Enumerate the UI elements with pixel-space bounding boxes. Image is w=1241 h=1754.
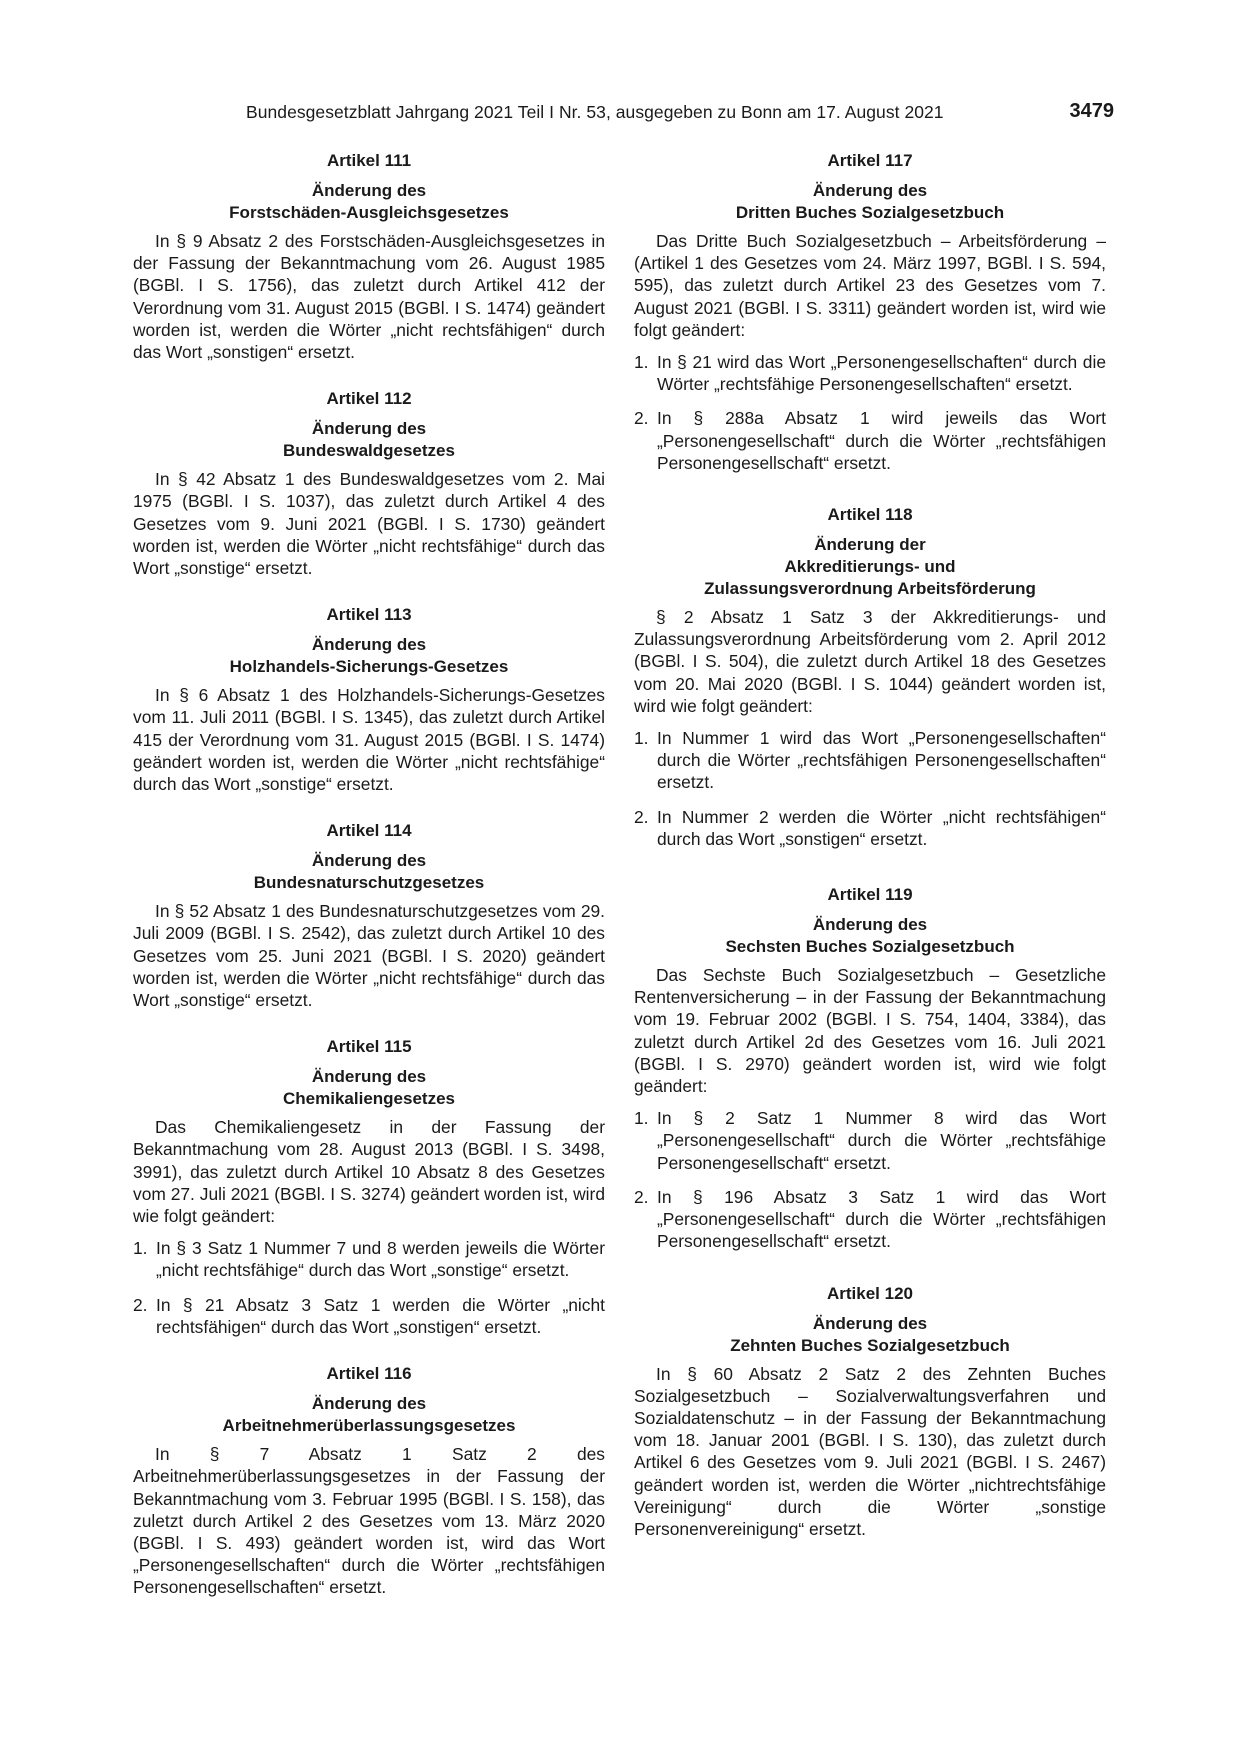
article-text: In § 42 Absatz 1 des Bundeswaldgesetzes vom 2. Mai 1975 (BGBl. I S. 1037), das zuletzt durch Artikel 4 des Gesetzes vom 9. Juni 2021 (BGBl. I S. 1730) geändert worden ist, werden die Wörter „nicht rechtsfähige“ durch das Wort „sonstige“ ersetzt. [133, 469, 605, 579]
article-title: Artikel 113 [326, 605, 412, 625]
heading-line: Bundeswaldgesetzes [283, 441, 455, 461]
article-117 [634, 150, 1106, 474]
heading-line: Akkreditierungs- und [784, 557, 956, 577]
heading-line: Holzhandels-Sicherungs-Gesetzes [229, 657, 509, 677]
item-text: In § 21 wird das Wort „Personengesellschaften“ durch die Wörter „rechtsfähige Personengesellschaften“ ersetzt. [657, 352, 1106, 395]
heading-line: Arbeitnehmerüberlassungsgesetzes [222, 1416, 516, 1436]
article-text: In § 52 Absatz 1 des Bundesnaturschutzgesetzes vom 29. Juli 2009 (BGBl. I S. 2542), das zuletzt durch Artikel 10 des Gesetzes vom 25. Juni 2021 (BGBl. I S. 2020) geändert worden ist, werden die Wörter „nicht rechtsfähige“ durch das Wort „sonstige“ ersetzt. [133, 901, 605, 1011]
item-text: In § 196 Absatz 3 Satz 1 wird das Wort „Personengesellschaft“ durch die Wörter „rechtsfähigen Personengesellschaft“ ersetzt. [657, 1186, 1106, 1252]
heading-line: Änderung des [311, 1394, 427, 1414]
article-heading [133, 850, 605, 894]
article-title: Artikel 117 [827, 151, 913, 170]
item-number: 1. [133, 1238, 148, 1259]
article-title: Artikel 120 [827, 1283, 913, 1303]
item-number: 2. [634, 1186, 649, 1207]
heading-line: Zehnten Buches Sozialgesetzbuch [730, 1335, 1010, 1355]
heading-line: Änderung des [311, 635, 427, 655]
heading-line: Änderung des [812, 181, 928, 200]
article-119 [634, 884, 1106, 1252]
amendment-list [634, 1107, 1106, 1252]
article-title: Artikel 116 [326, 1364, 412, 1384]
amendment-list [133, 1237, 605, 1338]
article-title: Artikel 111 [326, 151, 412, 170]
article-text: Das Chemikaliengesetz in der Fassung der Bekanntmachung vom 28. August 2013 (BGBl. I S. 3498, 3991), das zuletzt durch Artikel 10 Absatz 8 des Gesetzes vom 27. Juli 2021 (BGBl. I S. 3274) geändert worden ist, wird wie folgt geändert: [133, 1117, 605, 1227]
article-heading [634, 180, 1106, 224]
article-heading [634, 914, 1106, 958]
heading-line: Änderung des [812, 915, 928, 935]
article-title: Artikel 119 [827, 885, 913, 905]
item-text: In § 21 Absatz 3 Satz 1 werden die Wörter „nicht rechtsfähigen“ durch das Wort „sonstigen“ ersetzt. [156, 1294, 605, 1337]
heading-line: Änderung des [311, 419, 427, 439]
article-text: In § 60 Absatz 2 Satz 2 des Zehnten Buches Sozialgesetzbuch – Sozialverwaltungsverfahren und Sozialdatenschutz – in der Fassung der Bekanntmachung vom 18. Januar 2001 (BGBl. I S. 130), das zuletzt durch Artikel 6 des Gesetzes vom 9. Juli 2021 (BGBl. I S. 2467) geändert worden ist, werden die Wörter „nichtrechtsfähige Vereinigung“ durch die Wörter „sonstige Personenvereinigung“ ersetzt. [634, 1363, 1106, 1539]
article-112 [133, 388, 605, 579]
item-text: In Nummer 2 werden die Wörter „nicht rechtsfähigen“ durch das Wort „sonstigen“ ersetzt. [657, 806, 1106, 849]
heading-line: Änderung der [814, 535, 926, 555]
heading-line: Sechsten Buches Sozialgesetzbuch [725, 937, 1015, 957]
item-text: In § 2 Satz 1 Nummer 8 wird das Wort „Personengesellschaft“ durch die Wörter „rechtsfähige Personengesellschaft“ ersetzt. [657, 1108, 1106, 1173]
article-116 [133, 1363, 605, 1598]
page-number: 3479 [1069, 100, 1114, 122]
list-item [634, 727, 1106, 794]
article-title: Artikel 114 [326, 821, 412, 841]
item-number: 2. [634, 806, 649, 827]
article-text: Das Dritte Buch Sozialgesetzbuch – Arbeitsförderung – (Artikel 1 des Gesetzes vom 24. März 1997, BGBl. I S. 594, 595), das zuletzt durch Artikel 23 des Gesetzes vom 7. August 2021 (BGBl. I S. 3311) geändert worden ist, wird wie folgt geändert: [634, 231, 1106, 340]
article-113 [133, 604, 605, 795]
article-heading [133, 634, 605, 678]
list-item [634, 351, 1106, 395]
article-text: In § 9 Absatz 2 des Forstschäden-Ausgleichsgesetzes in der Fassung der Bekanntmachung vom 26. August 1985 (BGBl. I S. 1756), das zuletzt durch Artikel 412 der Verordnung vom 31. August 2015 (BGBl. I S. 1474) geändert worden ist, werden die Wörter „nicht rechtsfähigen“ durch das Wort „sonstigen“ ersetzt. [133, 231, 605, 363]
heading-line: Bundesnaturschutzgesetzes [253, 873, 485, 893]
item-text: In Nummer 1 wird das Wort „Personengesellschaften“ durch die Wörter „rechtsfähigen Personengesellschaften“ ersetzt. [657, 728, 1106, 793]
list-item [634, 1107, 1106, 1174]
item-text: In § 3 Satz 1 Nummer 7 und 8 werden jeweils die Wörter „nicht rechtsfähige“ durch das Wort „sonstige“ ersetzt. [156, 1238, 605, 1281]
item-number: 1. [634, 352, 649, 373]
article-text: § 2 Absatz 1 Satz 3 der Akkreditierungs- und Zulassungsverordnung Arbeitsförderung vom 2. April 2012 (BGBl. I S. 504), die zuletzt durch Artikel 18 des Gesetzes vom 20. Mai 2020 (BGBl. I S. 1044) geändert worden ist, wird wie folgt geändert: [634, 607, 1106, 716]
amendment-list [634, 727, 1106, 850]
article-heading [133, 418, 605, 462]
article-text: In § 7 Absatz 1 Satz 2 des Arbeitnehmerüberlassungsgesetzes in der Fassung der Bekanntmachung vom 3. Februar 1995 (BGBl. I S. 158), das zuletzt durch Artikel 2 des Gesetzes vom 13. März 2020 (BGBl. I S. 493) geändert worden ist, wird das Wort „Personengesellschaften“ durch die Wörter „rechtsfähigen Personengesellschaften“ ersetzt. [133, 1444, 605, 1598]
heading-line: Forstschäden-Ausgleichsgesetzes [229, 203, 509, 222]
item-number: 2. [133, 1294, 148, 1315]
article-115 [133, 1036, 605, 1338]
list-item [133, 1237, 605, 1281]
list-item [634, 806, 1106, 850]
article-heading [634, 1313, 1106, 1357]
article-heading [133, 1066, 605, 1110]
item-text: In § 288a Absatz 1 wird jeweils das Wort „Personengesellschaft“ durch die Wörter „rechtsfähigen Personengesellschaft“ ersetzt. [657, 408, 1106, 473]
item-number: 1. [634, 1108, 649, 1129]
article-title: Artikel 115 [326, 1037, 412, 1057]
article-title: Artikel 112 [326, 389, 412, 409]
item-number: 2. [634, 408, 649, 429]
article-heading [634, 534, 1106, 600]
list-item [634, 407, 1106, 474]
heading-line: Chemikaliengesetzes [283, 1089, 455, 1109]
list-item [634, 1186, 1106, 1253]
heading-line: Zulassungsverordnung Arbeitsförderung [704, 579, 1036, 599]
page-header [246, 100, 1114, 128]
left-column [133, 150, 605, 1599]
heading-line: Änderung des [812, 1313, 928, 1333]
article-text: Das Sechste Buch Sozialgesetzbuch – Gesetzliche Rentenversicherung – in der Fassung der Bekanntmachung vom 19. Februar 2002 (BGBl. I S. 754, 1404, 3384), das zuletzt durch Artikel 2d des Gesetzes vom 16. Juli 2021 (BGBl. I S. 2970) geändert worden ist, wird wie folgt geändert: [634, 965, 1106, 1097]
article-118 [634, 504, 1106, 850]
item-number: 1. [634, 728, 649, 749]
heading-line: Änderung des [311, 1067, 427, 1087]
heading-line: Änderung des [311, 181, 427, 200]
article-heading [133, 180, 605, 224]
article-114 [133, 820, 605, 1011]
article-text: In § 6 Absatz 1 des Holzhandels-Sicherungs-Gesetzes vom 11. Juli 2011 (BGBl. I S. 1345), das zuletzt durch Artikel 415 der Verordnung vom 31. August 2015 (BGBl. I S. 1474) geändert worden ist, werden die Wörter „nicht rechtsfähige“ durch das Wort „sonstige“ ersetzt. [133, 685, 605, 795]
heading-line: Dritten Buches Sozialgesetzbuch [735, 203, 1005, 222]
list-item [133, 1294, 605, 1338]
running-title: Bundesgesetzblatt Jahrgang 2021 Teil I Nr. 53, ausgegeben zu Bonn am 17. August 2021 [246, 102, 944, 122]
article-120 [634, 1283, 1106, 1541]
heading-line: Änderung des [311, 851, 427, 871]
article-title: Artikel 118 [827, 505, 913, 525]
article-111 [133, 150, 605, 363]
article-heading [133, 1393, 605, 1437]
right-column [634, 150, 1106, 1540]
amendment-list [634, 351, 1106, 474]
